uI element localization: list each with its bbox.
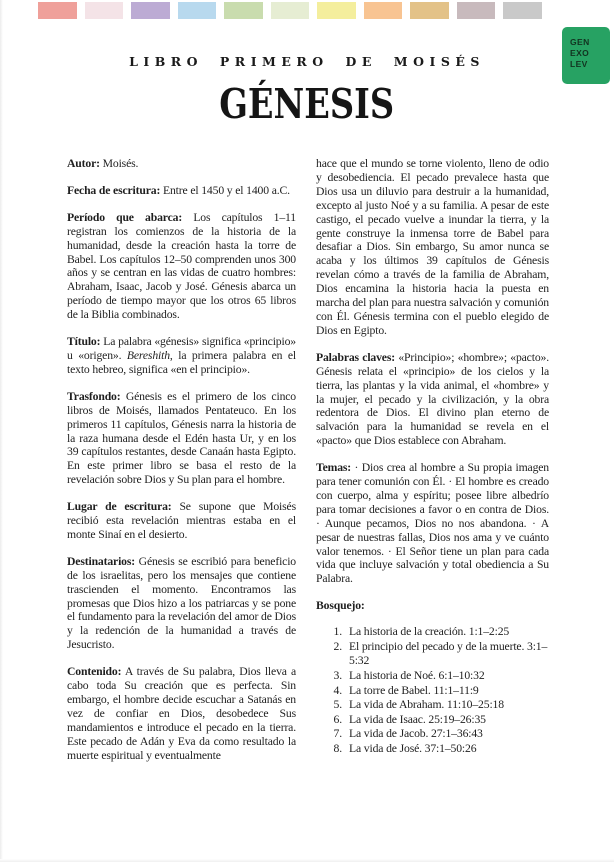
- section-titulo: [67, 335, 296, 377]
- outline-item-number: 6.: [333, 712, 342, 726]
- outline-item-text: La vida de José. 37:1–50:26: [349, 741, 477, 755]
- outline-item: [328, 698, 549, 713]
- color-swatch: [85, 2, 124, 19]
- intro-columns: [67, 157, 549, 776]
- outline-item-text: El principio del pecado y de la muerte. 3:1–5:32: [349, 639, 548, 668]
- section-autor: [67, 157, 296, 171]
- outline-list: [316, 625, 549, 756]
- section-label: Temas:: [316, 461, 352, 475]
- tab-label-lev: LEV: [570, 59, 588, 69]
- color-swatch: [131, 2, 170, 19]
- section-label: Bosquejo:: [316, 599, 365, 613]
- page-edge-left: [0, 0, 3, 862]
- section-text: Se supone que Moisés recibió esta revelación mientras estaba en el monte Sinaí en el desierto.: [67, 500, 296, 541]
- outline-item: [328, 742, 549, 757]
- section-label: Contenido:: [67, 665, 122, 679]
- outline-item-text: La vida de Jacob. 27:1–36:43: [349, 727, 483, 741]
- section-text: Los capítulos 1–11 registran los comienzos de la historia de la humanidad, desde la creación hasta la torre de Babel. Los capítulos 12–50 comprenden unos 300 años y se centran en las vidas de cuatro hombres: Abraham, Isaac, Jacob y José. Génesis abarca un período de tiempo mayor que los otros 65 libros de la Biblia combinados.: [67, 210, 296, 322]
- section-destinatarios: [67, 555, 296, 652]
- section-lugar: [67, 500, 296, 542]
- tab-label-gen: GEN: [570, 37, 590, 47]
- book-title-wrap: [0, 82, 614, 126]
- section-periodo: [67, 211, 296, 322]
- color-swatch: [38, 2, 77, 19]
- section-text: , la primera palabra en el texto hebreo, significa «en el principio».: [67, 348, 296, 376]
- outline-item-number: 8.: [333, 741, 342, 755]
- section-text: Entre el 1450 y el 1400 a.C.: [163, 183, 290, 197]
- color-swatch: [364, 2, 403, 19]
- section-label: Autor:: [67, 157, 100, 170]
- section-text: A través de Su palabra, Dios lleva a cabo toda Su creación que es perfecta. Sin embargo, el hombre decide escuchar a Satanás en vez de confiar en Dios, desobedece Sus mandamientos e introduce el pecado en la tierra. Este pecado de Adán y Eva da como resultado la muerte espiritual y eventualmente: [67, 665, 296, 762]
- section-text: Moisés.: [102, 157, 139, 170]
- outline-item-text: La vida de Isaac. 25:19–26:35: [349, 712, 486, 726]
- outline-item-text: La torre de Babel. 11:1–11:9: [349, 683, 479, 697]
- color-swatch: [503, 2, 542, 19]
- section-text: La palabra «génesis» significa «principio» u «origen».: [67, 335, 296, 362]
- section-fecha: [67, 184, 296, 198]
- outline-item-text: La vida de Abraham. 11:10–25:18: [349, 698, 504, 712]
- right-column: [316, 157, 549, 776]
- section-label: Palabras claves:: [316, 350, 395, 364]
- color-strip: [38, 2, 542, 19]
- outline-item: [328, 625, 549, 640]
- outline-item: [328, 713, 549, 728]
- section-trasfondo: [67, 390, 296, 487]
- section-contenido-continuation: [316, 157, 549, 338]
- section-text: Génesis es el primero de los cinco libros de Moisés, llamados Pentateuco. En los primeros 11 capítulos, Génesis narra la historia de la raza humana desde el Edén hasta Ur, y en los 39 capítulos restantes, desde Canaán hasta Egipto. En este primer libro se basa el resto de la revelación sobre Dios y Su plan para el hombre.: [67, 389, 296, 487]
- outline-item-number: 7.: [333, 727, 342, 741]
- section-label: Trasfondo:: [67, 389, 121, 403]
- section-label: Lugar de escritura:: [67, 500, 172, 514]
- outline-item-number: 1.: [333, 625, 342, 639]
- outline-item-number: 2.: [333, 639, 342, 653]
- book-kicker: LIBRO PRIMERO DE MOISÉS: [129, 54, 485, 69]
- outline-item: [328, 640, 549, 669]
- section-text: Génesis se escribió para beneficio de los israelitas, pero los mensajes que contiene trascienden el momento. Encontramos las promesas que Dios hizo a los patriarcas y se pone el fundamento para la revelación del amor de Dios y la redención de la humanidad a través de Jesucristo.: [67, 554, 296, 652]
- section-palabras-claves: [316, 351, 549, 448]
- outline-item-number: 5.: [333, 698, 342, 712]
- outline-item: [328, 684, 549, 699]
- outline-item-number: 4.: [333, 683, 342, 697]
- section-label: Destinatarios:: [67, 554, 136, 568]
- color-swatch: [317, 2, 356, 19]
- tab-label-exo: EXO: [570, 48, 590, 58]
- color-swatch: [224, 2, 263, 19]
- section-label: Período que abarca:: [67, 210, 183, 224]
- color-swatch: [457, 2, 496, 19]
- book-title: GÉNESIS: [219, 80, 395, 128]
- color-swatch: [271, 2, 310, 19]
- section-text: · Dios crea al hombre a Su propia imagen para tener comunión con Él. · El hombre es creado con cuerpo, alma y espíritu; posee libre albedrío para tomar decisiones a favor o en contra de Dios. · Aunque pecamos, Dios no nos abandona. · A pesar de nuestras fallas, Dios nos ama y ve cuánto valor tenemos. · El Señor tiene un plan para cada vida que incluye salvación y total obediencia a Su Palabra.: [316, 461, 549, 586]
- section-text: hace que el mundo se torne violento, lleno de odio y desobediencia. El pecado prevalece hasta que Dios usa un diluvio para destruir a la humanidad, excepto al justo Noé y a su familia. A pesar de este castigo, el pecado vuelve a inundar la tierra, y la gente construye la inmensa torre de Babel para desafiar a Dios. Sin embargo, Su amor nunca se acaba y los últimos 39 capítulos de Génesis revelan cómo a través de la familia de Abraham, Dios encamina la historia hacia la puesta en marcha del plan para nuestra salvación y comunión con Él. Génesis termina con el pueblo elegido de Dios en Egipto.: [316, 157, 549, 337]
- outline-item-number: 3.: [333, 668, 342, 682]
- outline-item-text: La historia de la creación. 1:1–2:25: [349, 625, 510, 639]
- left-column: [67, 157, 296, 776]
- color-swatch: [178, 2, 217, 19]
- color-swatch: [410, 2, 449, 19]
- section-label: Fecha de escritura:: [67, 183, 161, 197]
- section-text: «Principio»; «hombre»; «pacto». Génesis relata el «principio» de los cielos y la tierra, las plantas y la vida animal, el «hombre» y la mujer, el pecado y la civilización, y la obra redentora de Dios. El divino plan eterno de salvación para la humanidad se revela en el «pacto» que Dios establece con Abraham.: [316, 350, 549, 448]
- section-bosquejo-heading: [316, 599, 549, 613]
- section-temas: [316, 461, 549, 586]
- outline-item-text: La historia de Noé. 6:1–10:32: [349, 668, 485, 682]
- section-contenido: [67, 665, 296, 762]
- outline-item: [328, 727, 549, 742]
- hebrew-word: Bereshith: [126, 348, 170, 362]
- outline-item: [328, 669, 549, 684]
- section-label: Título:: [67, 335, 101, 349]
